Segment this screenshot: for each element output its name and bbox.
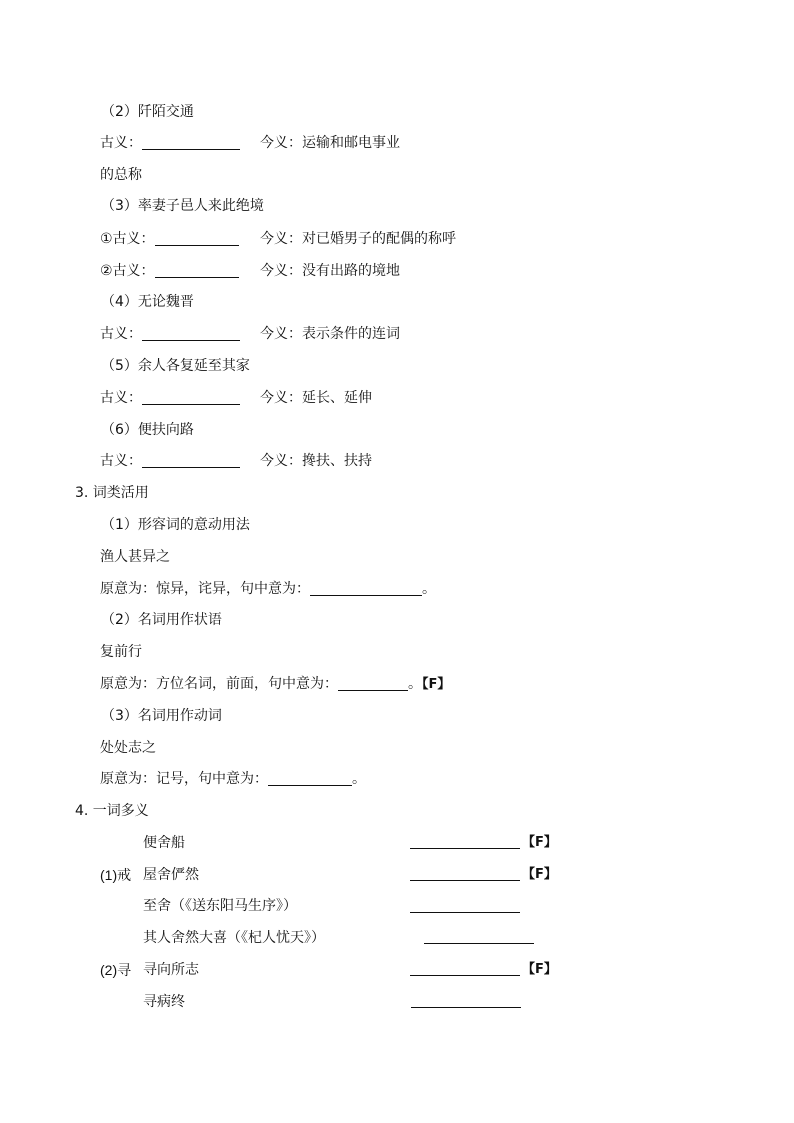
item-text: 其人舍然大喜（《杞人忧天》） <box>143 930 325 946</box>
period: 。 <box>352 771 366 787</box>
q3-jin-2: 今义：没有出路的境地 <box>260 263 400 279</box>
q3-jin-1: 今义：对已婚男子的配偶的称呼 <box>260 231 456 247</box>
q3-heading: （3）率妻子邑人来此绝境 <box>101 198 264 214</box>
q4-heading: （4）无论魏晋 <box>101 294 194 310</box>
answer-blank[interactable] <box>410 911 520 913</box>
answer-blank[interactable] <box>410 879 520 881</box>
q2-heading: （2）阡陌交通 <box>101 104 194 120</box>
q2-jin: 今义：运输和邮电事业 <box>260 135 400 151</box>
answer-blank[interactable] <box>142 326 240 341</box>
item-text: 便舍船 <box>143 835 185 851</box>
s3-b-answer-line <box>100 674 450 695</box>
gu-label: 古义： <box>100 390 142 406</box>
q2-jin-cont: 的总称 <box>100 167 142 183</box>
f-mark: 【F】 <box>522 835 557 850</box>
answer-blank[interactable] <box>410 974 520 976</box>
answer-blank[interactable] <box>424 942 534 944</box>
s3-c-sentence: 处处志之 <box>100 740 156 756</box>
period: 。 <box>422 581 436 597</box>
s3-c-answer-line <box>100 769 366 789</box>
f-mark: 【F】 <box>522 867 557 882</box>
section-4-title: 4. 一词多义 <box>75 803 149 819</box>
s3-a-heading: （1）形容词的意动用法 <box>101 517 250 533</box>
f-mark: 【F】 <box>422 677 451 692</box>
answer-blank[interactable] <box>310 581 422 596</box>
prompt-text: 原意为：惊异，诧异，句中意为： <box>100 581 310 597</box>
q4-jin: 今义：表示条件的连词 <box>260 326 400 342</box>
q3-answer-line-1 <box>100 229 239 249</box>
gu-label: ①古义： <box>100 231 155 247</box>
gu-label: 古义： <box>100 326 142 342</box>
gu-label: ②古义： <box>100 263 155 279</box>
answer-blank[interactable] <box>410 847 520 849</box>
q6-jin: 今义：搀扶、扶持 <box>260 453 372 469</box>
s3-b-heading: （2）名词用作状语 <box>101 612 222 628</box>
f-mark: 【F】 <box>522 962 557 977</box>
q3-answer-line-2 <box>100 261 239 281</box>
answer-blank[interactable] <box>155 263 239 278</box>
item-text: 寻向所志 <box>143 962 199 978</box>
s3-b-sentence: 复前行 <box>100 644 142 660</box>
q5-heading: （5）余人各复延至其家 <box>101 358 250 374</box>
period: 。 <box>408 676 422 692</box>
answer-blank[interactable] <box>142 390 240 405</box>
answer-blank[interactable] <box>411 1006 521 1008</box>
prompt-text: 原意为：记号，句中意为： <box>100 771 268 787</box>
prompt-text: 原意为：方位名词，前面，句中意为： <box>100 676 338 692</box>
item-text: 屋舍俨然 <box>143 867 199 883</box>
q6-heading: （6）便扶向路 <box>101 422 194 438</box>
answer-blank[interactable] <box>155 231 239 246</box>
q2-answer-line <box>100 133 240 153</box>
q5-jin: 今义：延长、延伸 <box>260 390 372 406</box>
s3-a-sentence: 渔人甚异之 <box>100 549 170 565</box>
section-3-title: 3. 词类活用 <box>75 485 149 501</box>
group-label-jie: (1)戒 <box>100 867 132 883</box>
gu-label: 古义： <box>100 453 142 469</box>
s3-a-answer-line <box>100 579 436 599</box>
q6-answer-line <box>100 451 240 471</box>
item-text: 至舍（《送东阳马生序》） <box>143 898 297 914</box>
gu-label: 古义： <box>100 135 142 151</box>
item-text: 寻病终 <box>143 994 185 1010</box>
answer-blank[interactable] <box>268 771 352 786</box>
q4-answer-line <box>100 324 240 344</box>
q5-answer-line <box>100 388 240 408</box>
answer-blank[interactable] <box>142 135 240 150</box>
s3-c-heading: （3）名词用作动词 <box>101 708 222 724</box>
group-label-xun: (2)寻 <box>100 962 132 978</box>
answer-blank[interactable] <box>142 453 240 468</box>
answer-blank[interactable] <box>338 676 408 691</box>
